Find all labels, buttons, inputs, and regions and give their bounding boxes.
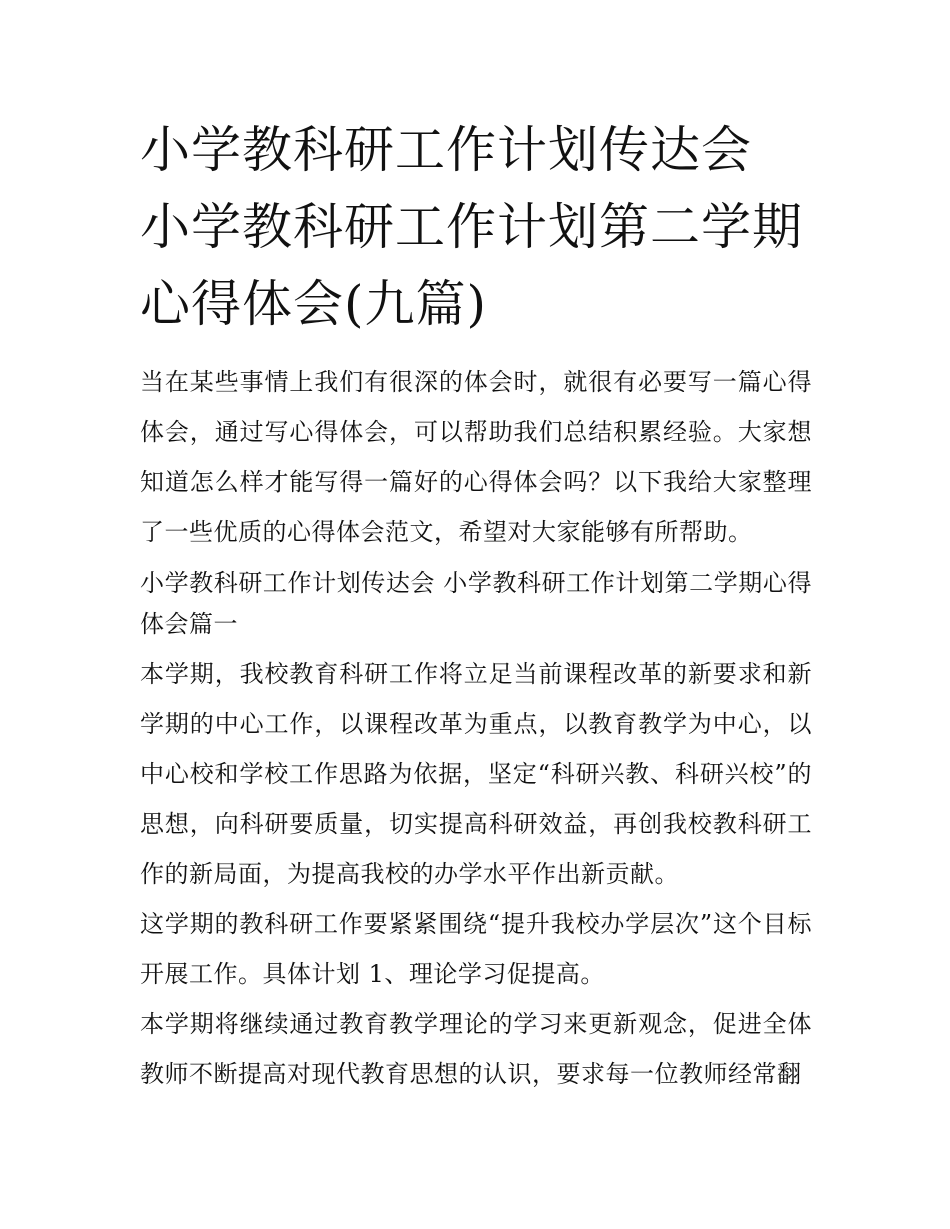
document-title: 小学教科研工作计划传达会 小学教科研工作计划第二学期心得体会(九篇) [140,121,803,333]
body-paragraph: 本学期将继续通过教育教学理论的学习来更新观念，促进全体教师不断提高对现代教育思想的认识，要求每一位教师经常翻 [140,1010,812,1088]
intro-paragraph: 当在某些事情上我们有很深的体会时，就很有必要写一篇心得体会，通过写心得体会，可以帮助我们总结积累经验。大家想知道怎么样才能写得一篇好的心得体会吗？以下我给大家整理了一些优质的心得体会范文，希望对大家能够有所帮助。 [140,368,812,546]
body-paragraph: 本学期，我校教育科研工作将立足当前课程改革的新要求和新学期的中心工作，以课程改革为重点，以教育教学为中心，以中心校和学校工作思路为依据，坚定“科研兴教、科研兴校”的思想，向科研要质量，切实提高科研效益，再创我校教科研工作的新局面，为提高我校的办学水平作出新贡献。 [140,660,812,888]
body-paragraph: 这学期的教科研工作要紧紧围绕“提升我校办学层次”这个目标开展工作。具体计划 1、理论学习促提高。 [140,910,812,988]
document-body [140,112,812,1099]
section-heading: 小学教科研工作计划传达会 小学教科研工作计划第二学期心得体会篇一 [140,569,812,638]
